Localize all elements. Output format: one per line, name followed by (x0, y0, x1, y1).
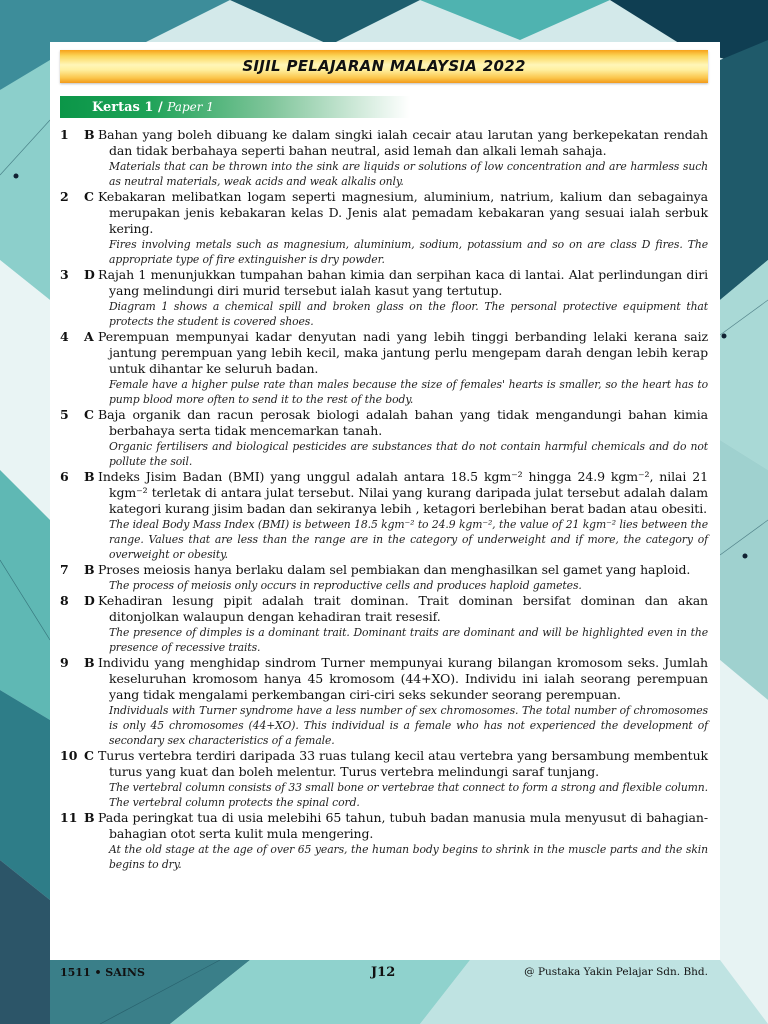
answer-letter: B (84, 810, 95, 825)
question-number: 11 (60, 810, 78, 825)
explanation-malay: Bahan yang boleh dibuang ke dalam singki ialah cecair atau larutan yang berkepekatan rendah dan tidak berbahaya seperti bahan neutral, asid lemah dan alkali lemah sahaja. (98, 127, 708, 158)
explanation-english: Materials that can be thrown into the sink are liquids or solutions of low concentration and are harmless such as neutral materials, weak acids and weak alkalis only. (109, 160, 708, 188)
question-number: 2 (60, 189, 69, 204)
answer-item (60, 748, 708, 810)
explanation-english: Individuals with Turner syndrome have a less number of sex chromosomes. The total number of chromosomes is only 45 chromosomes (44+XO). This individual is a female who has not experienced the development of secondary sex characteristics of a female. (109, 704, 708, 747)
answer-letter: C (84, 189, 94, 204)
explanation-english: The presence of dimples is a dominant trait. Dominant traits are dominant and will be highlighted even in the presence of recessive traits. (109, 626, 708, 654)
question-number: 6 (60, 469, 69, 484)
exam-title-banner (60, 50, 708, 83)
answer-item (60, 469, 708, 562)
explanation-malay: Proses meiosis hanya berlaku dalam sel pembiakan dan menghasilkan sel gamet yang haploid. (98, 562, 691, 577)
explanation-english: The vertebral column consists of 33 small bone or vertebrae that connect to form a strong and flexible column. The vertebral column protects the spinal cord. (109, 781, 708, 809)
footer-copyright: @ Pustaka Yakin Pelajar Sdn. Bhd. (524, 966, 708, 978)
question-number: 8 (60, 593, 69, 608)
explanation-malay: Baja organik dan racun perosak biologi adalah bahan yang tidak mengandungi bahan kimia berbahaya serta tidak mencemarkan tanah. (98, 407, 708, 438)
explanation-malay: Turus vertebra terdiri daripada 33 ruas tulang kecil atau vertebra yang bersambung membentuk turus yang kuat dan boleh melentur. Turus vertebra melindungi saraf tunjang. (98, 748, 708, 779)
footer-page-number: J12 (371, 965, 396, 980)
answer-list (60, 127, 708, 872)
question-number: 4 (60, 329, 69, 344)
answer-letter: A (84, 329, 94, 344)
footer-subject-code: 1511 • SAINS (60, 966, 145, 979)
answer-letter: C (84, 748, 94, 763)
answer-item (60, 267, 708, 329)
answer-item (60, 562, 708, 593)
answer-item (60, 810, 708, 872)
explanation-english: Organic fertilisers and biological pesticides are substances that do not contain harmful chemicals and do not pollute the soil. (109, 440, 708, 468)
explanation-english: At the old stage at the age of over 65 years, the human body begins to shrink in the muscle parts and the skin begins to dry. (109, 843, 708, 871)
answer-letter: B (84, 655, 95, 670)
question-number: 1 (60, 127, 69, 142)
explanation-english: Diagram 1 shows a chemical spill and broken glass on the floor. The personal protective equipment that protects the student is covered shoes. (109, 300, 708, 328)
explanation-english: Fires involving metals such as magnesium, aluminium, sodium, potassium and so on are class D fires. The appropriate type of fire extinguisher is dry powder. (109, 238, 708, 266)
answer-letter: B (84, 127, 95, 142)
answer-item (60, 407, 708, 469)
answer-letter: C (84, 407, 94, 422)
paper-label-ms: Kertas 1 (92, 100, 154, 115)
explanation-malay: Individu yang menghidap sindrom Turner mempunyai kurang bilangan kromosom seks. Jumlah keseluruhan kromosom hanya 45 kromosom (44+XO). Individu ini ialah seorang perempuan yang tidak mengalami perkembangan ciri-ciri seks sekunder seorang perempuan. (98, 655, 708, 702)
answer-letter: B (84, 469, 95, 484)
explanation-english: The ideal Body Mass Index (BMI) is between 18.5 kgm⁻² to 24.9 kgm⁻², the value of 21 kgm⁻² lies between the range. Values that are less than the range are in the category of underweight and if more, the category of overweight or obesity. (109, 518, 708, 561)
explanation-malay: Rajah 1 menunjukkan tumpahan bahan kimia dan serpihan kaca di lantai. Alat perlindungan diri yang melindungi diri murid tersebut ialah kasut yang tertutup. (98, 267, 708, 298)
answer-letter: B (84, 562, 95, 577)
explanation-english: Female have a higher pulse rate than males because the size of females' hearts is smaller, so the heart has to pump blood more often to send it to the rest of the body. (109, 378, 708, 406)
explanation-malay: Perempuan mempunyai kadar denyutan nadi yang lebih tinggi berbanding lelaki kerana saiz jantung perempuan yang lebih kecil, maka jantung perlu mengepam darah dengan lebih kerap untuk dihantar ke seluruh badan. (98, 329, 708, 376)
question-number: 5 (60, 407, 69, 422)
explanation-english: The process of meiosis only occurs in reproductive cells and produces haploid gametes. (109, 579, 582, 592)
paper-label-separator: / (153, 100, 168, 115)
answer-item (60, 329, 708, 407)
explanation-malay: Kebakaran melibatkan logam seperti magnesium, aluminium, natrium, kalium dan sebagainya merupakan jenis kebakaran kelas D. Jenis alat pemadam kebakaran yang sesuai ialah serbuk kering. (98, 189, 708, 236)
paper-label-en: Paper 1 (167, 100, 214, 114)
explanation-malay: Kehadiran lesung pipit adalah trait dominan. Trait dominan bersifat dominan dan akan ditonjolkan walaupun dengan kehadiran trait resesif. (98, 593, 708, 624)
answer-item (60, 593, 708, 655)
paper-label-bar (60, 96, 410, 118)
answer-item (60, 189, 708, 267)
question-number: 10 (60, 748, 78, 763)
answer-item (60, 655, 708, 748)
exam-title: SIJIL PELAJARAN MALAYSIA 2022 (242, 57, 526, 75)
paper-label (92, 96, 214, 119)
answer-letter: D (84, 593, 95, 608)
question-number: 9 (60, 655, 69, 670)
question-number: 7 (60, 562, 69, 577)
answer-letter: D (84, 267, 95, 282)
answer-item (60, 127, 708, 189)
explanation-malay: Pada peringkat tua di usia melebihi 65 tahun, tubuh badan manusia mula menyusut di bahagian-bahagian otot serta kulit mula mengering. (98, 810, 708, 841)
question-number: 3 (60, 267, 69, 282)
explanation-malay: Indeks Jisim Badan (BMI) yang unggul adalah antara 18.5 kgm⁻² hingga 24.9 kgm⁻², nilai 21 kgm⁻² terletak di antara julat tersebut. Nilai yang kurang daripada julat tersebut adalah dalam kategori kurang jisim badan dan sekiranya lebih , ketagori berlebihan berat badan atau obesiti. (98, 469, 708, 516)
